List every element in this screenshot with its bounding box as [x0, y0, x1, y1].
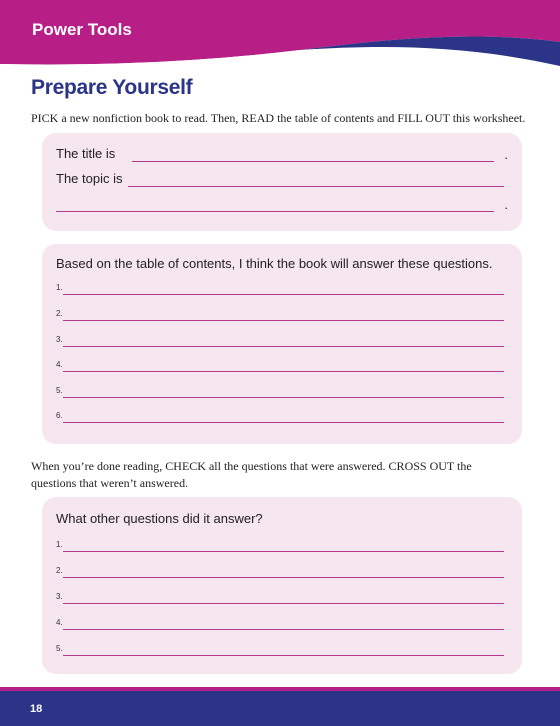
question-number: 1. — [56, 540, 63, 549]
other-question-line-5[interactable] — [56, 644, 508, 658]
title-period: . — [504, 147, 508, 162]
question-line-5[interactable] — [56, 386, 508, 400]
footer-band — [0, 691, 560, 726]
title-topic-panel — [42, 133, 522, 231]
answer-line[interactable] — [63, 629, 504, 630]
predicted-questions-panel — [42, 244, 522, 444]
question-number: 2. — [56, 566, 63, 575]
topic-period: . — [504, 197, 508, 212]
question-number: 5. — [56, 644, 63, 653]
question-number: 3. — [56, 592, 63, 601]
title-field[interactable] — [56, 146, 508, 164]
title-label: The title is — [56, 146, 116, 161]
question-number: 5. — [56, 386, 63, 395]
topic-field[interactable] — [56, 171, 508, 189]
title-line[interactable] — [132, 161, 494, 162]
page-title: Prepare Yourself — [31, 76, 193, 99]
question-number: 6. — [56, 411, 63, 420]
topic-field-continued[interactable] — [56, 196, 508, 214]
other-question-line-1[interactable] — [56, 540, 508, 554]
question-number: 4. — [56, 360, 63, 369]
other-question-line-4[interactable] — [56, 618, 508, 632]
page-number: 18 — [30, 703, 43, 715]
question-line-2[interactable] — [56, 309, 508, 323]
answer-line[interactable] — [63, 422, 504, 423]
question-line-4[interactable] — [56, 360, 508, 374]
answer-line[interactable] — [63, 603, 504, 604]
question-number: 3. — [56, 335, 63, 344]
other-question-line-2[interactable] — [56, 566, 508, 580]
question-number: 1. — [56, 283, 63, 292]
topic-label: The topic is — [56, 171, 123, 186]
answer-line[interactable] — [63, 551, 504, 552]
predicted-questions-prompt: Based on the table of contents, I think the book will answer these questions. — [56, 256, 493, 271]
other-questions-panel — [42, 497, 522, 674]
answer-line[interactable] — [63, 577, 504, 578]
question-number: 2. — [56, 309, 63, 318]
topic-line-2[interactable] — [56, 211, 494, 212]
other-questions-prompt: What other questions did it answer? — [56, 511, 263, 526]
topic-line[interactable] — [128, 186, 504, 187]
answer-line[interactable] — [63, 346, 504, 347]
instructions: PICK a new nonfiction book to read. Then, READ the table of contents and FILL OUT this worksheet. — [31, 111, 526, 125]
question-line-6[interactable] — [56, 411, 508, 425]
question-line-3[interactable] — [56, 335, 508, 349]
question-line-1[interactable] — [56, 283, 508, 297]
question-number: 4. — [56, 618, 63, 627]
post-reading-instructions: When you’re done reading, CHECK all the questions that were answered. CROSS OUT the questions that weren’t answered. — [31, 459, 472, 490]
answer-line[interactable] — [63, 655, 504, 656]
other-question-line-3[interactable] — [56, 592, 508, 606]
answer-line[interactable] — [63, 320, 504, 321]
section-label: Power Tools — [32, 20, 132, 39]
answer-line[interactable] — [63, 294, 504, 295]
answer-line[interactable] — [63, 371, 504, 372]
answer-line[interactable] — [63, 397, 504, 398]
